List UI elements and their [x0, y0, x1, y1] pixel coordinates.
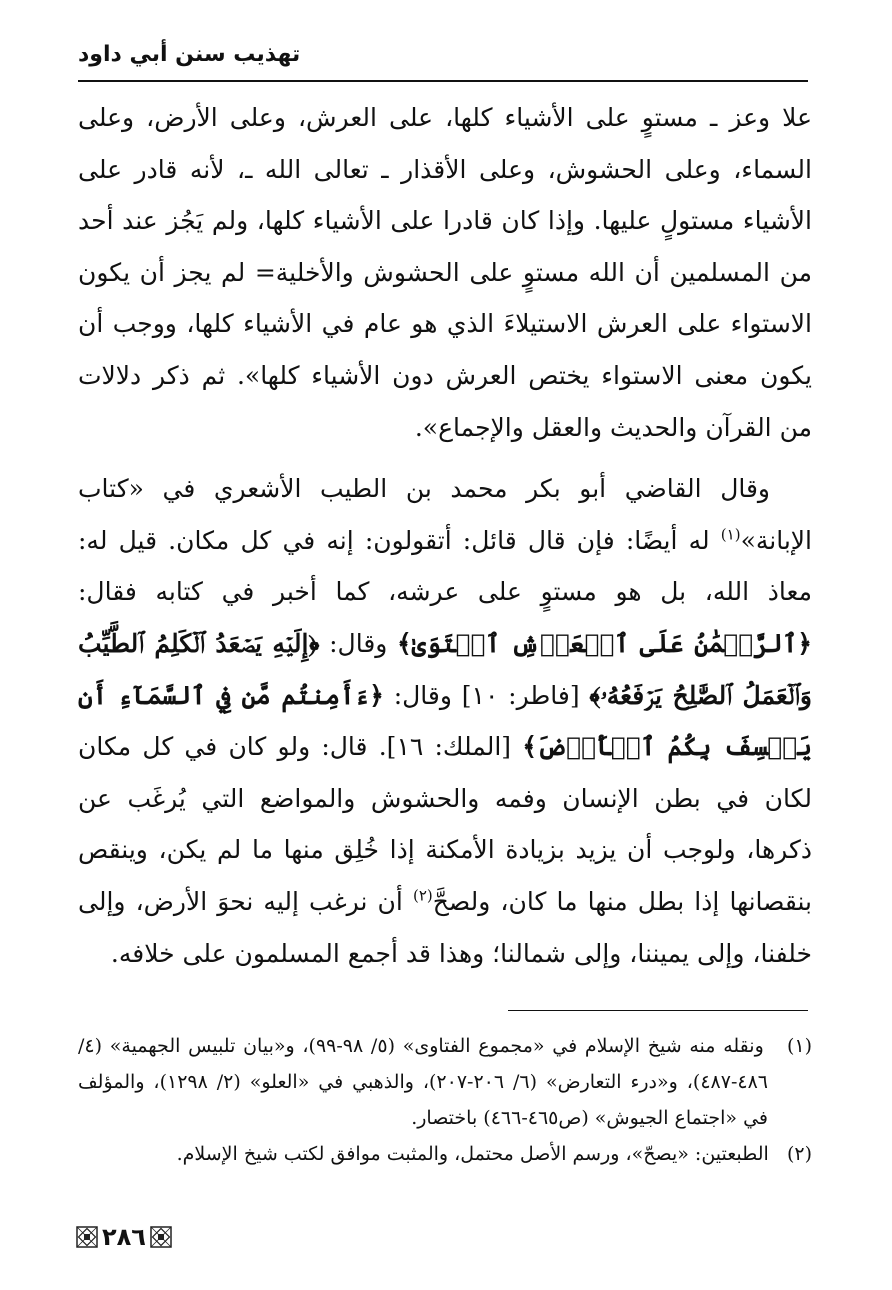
paragraph-2-part-a: له أيضًا: فإن قال قائل: أتقولون: إنه في كل مكان. قيل له: معاذ الله، بل هو مستوٍ على عرشه، كما أخبر في كتابه فقال: [78, 525, 812, 607]
quran-verse-3: ﴿ءَأَمِنتُم مَّن فِي ٱلسَّمَآءِ أَن يَخۡسِفَ بِكُمُ ٱلۡأَرۡضَ﴾ [78, 680, 813, 762]
running-header [78, 36, 808, 82]
paragraph-2-part-e: أن نرغب إليه نحوَ الأرض، وإلى خلفنا، وإلى يميننا، وإلى شمالنا؛ وهذا قد أجمع المسلمون على خلافه. [78, 886, 812, 968]
verse-reference-2: [الملك: ١٦]. [367, 732, 523, 762]
ornament-icon [76, 1226, 98, 1248]
paragraph-2-part-c: وقال: [383, 680, 452, 710]
verse-reference-1: [فاطر: ١٠] [451, 680, 590, 710]
main-text [78, 92, 812, 979]
paragraph-2-part-b: وقال: [319, 628, 398, 658]
footnote-separator [508, 1010, 808, 1011]
footnotes [78, 1028, 812, 1172]
quran-verse-1: ﴿ٱلرَّحۡمَٰنُ عَلَى ٱلۡعَرۡشِ ٱسۡتَوَىٰ﴾ [397, 628, 812, 658]
footnote-1 [78, 1028, 812, 1136]
paragraph-1: علا وعز ـ مستوٍ على الأشياء كلها، على العرش، وعلى الأرض، وعلى السماء، وعلى الحشوش، وعلى الأقذار ـ تعالى الله ـ، لأنه قادر على الأشياء مستولٍ عليها. وإذا كان قادرا على الأشياء كلها، ولم يَجُز عند أحد من المسلمين أن الله مستوٍ على الحشوش والأخلية= لم يجز أن يكون الاستواء على العرش الاستيلاءَ الذي هو عام في الأشياء كلها، ووجب أن يكون معنى الاستواء يختص العرش دون الأشياء كلها». ثم ذكر دلالات من القرآن والحديث والعقل والإجماع». [78, 103, 813, 442]
footnote-2-number: (٢) [786, 1143, 812, 1165]
ornament-icon [150, 1226, 172, 1248]
paragraph-2-intro: وقال القاضي أبو بكر محمد بن الطيب الأشعري في «كتاب الإبانة» [78, 474, 812, 555]
footnote-1-number: (١) [786, 1035, 812, 1057]
paragraph-2-part-d: قال: ولو كان في كل مكان لكان في بطن الإنسان وفمه والحشوش والمواضع التي يُرغَب عن ذكرها، ولوجب أن يزيد بزيادة الأمكنة إذا خُلِق منها ما لم يكن، وينقص بنقصانها إذا بطل منها ما كان، ولصحَّ [78, 732, 812, 916]
footnote-1-text: ونقله منه شيخ الإسلام في «مجموع الفتاوى» (٥/ ٩٨-٩٩)، و«بيان تلبيس الجهمية» (٤/ ٤٨٦-٤٨٧)، و«درء التعارض» (٦/ ٢٠٦-٢٠٧)، والذهبي في «العلو» (٢/ ١٢٩٨)، والمؤلف في «اجتماع الجيوش» (ص٤٦٥-٤٦٦) باختصار. [78, 1035, 768, 1129]
quran-verse-2: ﴿إِلَيۡهِ يَصۡعَدُ ٱلۡكَلِمُ ٱلطَّيِّبُ وَٱلۡعَمَلُ ٱلصَّٰلِحُ يَرۡفَعُهُۥ﴾ [78, 628, 812, 710]
footnote-marker-2[interactable]: (٢) [412, 886, 433, 905]
footnote-2 [78, 1136, 812, 1172]
paragraph-2 [78, 463, 812, 979]
page-number: ٢٨٦ [102, 1223, 146, 1251]
book-title: تهذيب سنن أبي داود [78, 42, 301, 67]
footnote-marker-1[interactable]: (١) [720, 525, 741, 544]
page-footer [76, 1222, 172, 1252]
footnote-2-text: الطبعتين: «يصحّ»، ورسم الأصل محتمل، والمثبت موافق لكتب شيخ الإسلام. [176, 1143, 769, 1165]
